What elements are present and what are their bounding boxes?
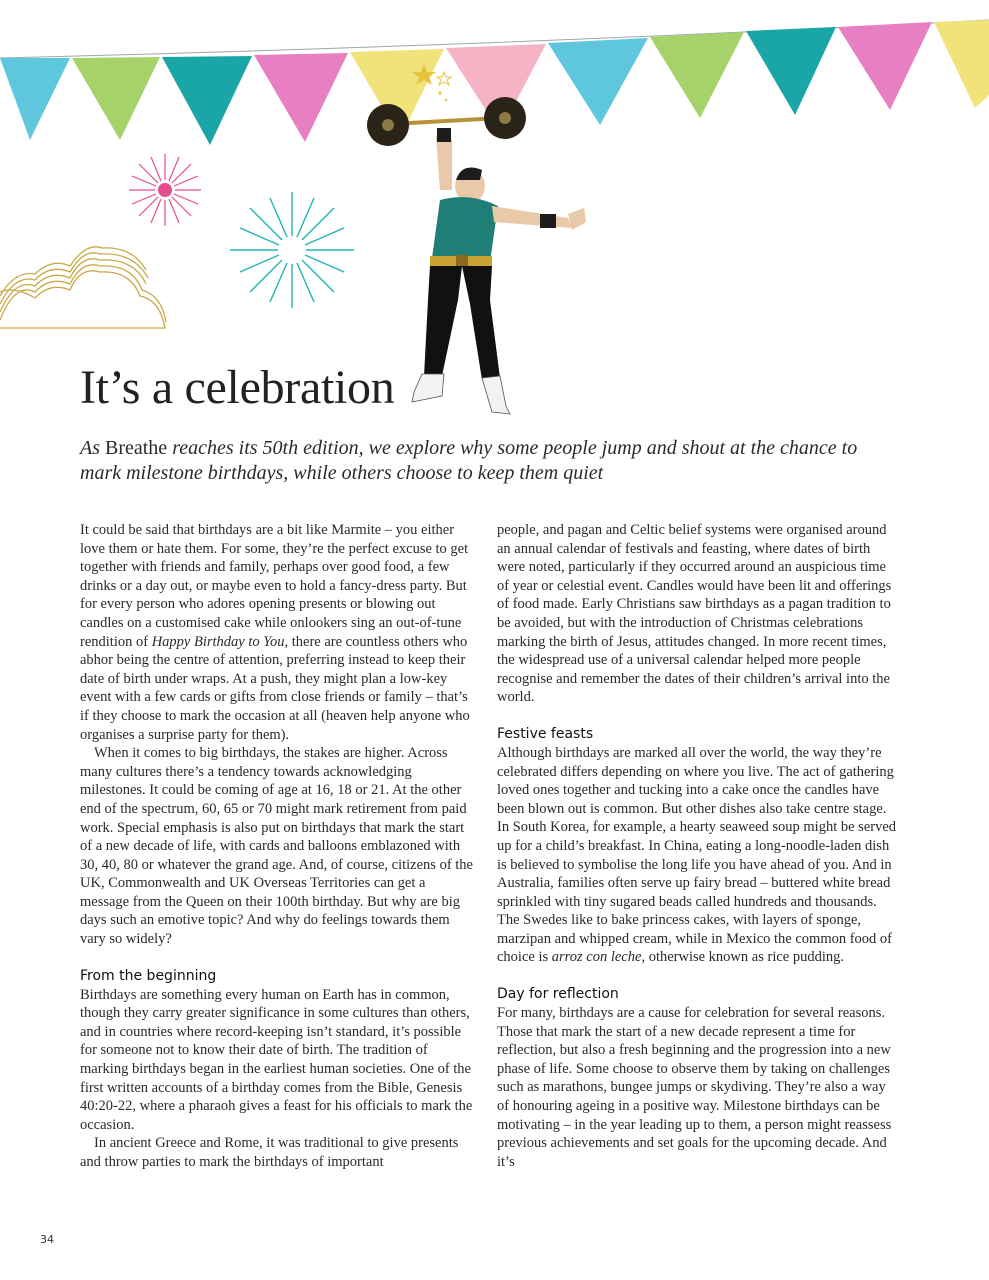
paragraph-text: Although birthdays are marked all over the world, the way they’re celebrated differs depending on where you live. The act of gathering loved ones together and tucking into a cake once the candles have been blown out is common. But other dishes also take centre stage. In South Korea, for example, a hearty seaweed soup might be served up for a child’s breakfast. In China, eating a long-noodle-laden dish is believed to symbolise the long life you have ahead of you. And in Australia, families often serve up fairy bread – buttered white bread sprinkled with tiny sugared beads called hundreds and thousands. The Swedes like to bake princess cakes, with layers of sponge, marzipan and whipped cream, while in Mexico the common food of choice is — [497, 744, 897, 966]
bunting-flag — [746, 27, 836, 115]
standfirst-rest: reaches its 50th edition, we explore why some people jump and shout at the chance to mark milestone birthdays, while others choose to keep them quiet — [80, 437, 858, 484]
body-paragraph: For many, birthdays are a cause for celebration for several reasons. Those that mark the start of a new decade represent a time for reflection, but also a fresh beginning and the progression into a new phase of life. Some choose to observe them by taking on challenges such as marathons, bungee jumps or skydiving. They’re also a way of honouring ageing in a positive way. Milestone birthdays can be motivating – in the year leading up to them, a person might reassess previous achievements and set goals for the upcoming decade. And it’s — [497, 1005, 892, 1170]
body-paragraph: In ancient Greece and Rome, it was traditional to give presents and throw parties to mark the birthdays of important — [80, 1135, 459, 1170]
bunting-flag — [162, 56, 252, 145]
section-heading: From the beginning — [80, 967, 217, 984]
gold-cloud — [0, 247, 166, 328]
body-paragraph — [80, 521, 476, 744]
dish-name: arroz con leche — [551, 949, 642, 966]
sparkle-dot — [438, 91, 441, 94]
left-column — [80, 521, 476, 1172]
paragraph-text: , there are countless others who abhor being the centre of attention, preferring instead to keep their date of birth under wraps. At a push, they might plan a low-key event with a few cards or gifts from close friends or family – that’s if they choose to mark the occasion at all (heaven help anyone who organises a surprise party for them). — [80, 633, 470, 743]
paragraph-text: It could be said that birthdays are a bit like Marmite – you either love them or hate them. For some, they’re the perfect excuse to get together with friends and family, perhaps over good food, a few drinks or a day out, or maybe even to hold a fancy-dress party. But for every person who adores opening presents or blowing out candles on a customised cake while onlookers sing an out-of-tune rendition of — [80, 522, 469, 650]
bunting-flag — [72, 57, 160, 140]
standfirst-prefix: As — [80, 437, 105, 459]
bunting-flag — [650, 32, 744, 118]
body-paragraph: Birthdays are something every human on Earth has in common, though they carry greater significance in some cultures than others, and in countries where record-keeping isn’t standard, it’s possible for someone not to know their date of birth. The tradition of marking birthdays began in the earliest human societies. One of the first written accounts of a birthday comes from the Bible, Genesis 40:20-22, where a pharaoh gives a feast for his officials to mark the occasion. — [80, 986, 473, 1133]
song-title: Happy Birthday to You — [151, 633, 285, 650]
strongman-illustration — [367, 97, 586, 414]
bunting-flag — [254, 53, 348, 142]
section-heading: Day for reflection — [497, 986, 619, 1003]
bunting-flag — [0, 58, 70, 140]
teal-firework — [230, 192, 354, 308]
right-column — [497, 521, 899, 1171]
section-heading: Festive feasts — [497, 725, 594, 742]
article-title: It’s a celebration — [80, 361, 395, 414]
sparkle-dot — [445, 99, 447, 101]
standfirst — [80, 436, 880, 486]
page-number: 34 — [40, 1233, 54, 1246]
paragraph-text: , otherwise known as rice pudding. — [641, 949, 844, 966]
bunting-flag — [838, 22, 932, 110]
bunting-flag — [548, 38, 648, 125]
star-icon — [437, 72, 451, 85]
body-paragraph — [497, 744, 899, 967]
bunting-flag — [934, 20, 989, 108]
body-paragraph: people, and pagan and Celtic belief systems were organised around an annual calendar of festivals and feasting, where dates of birth were noted, particularly if they occurred around an auspicious time of year or celestial event. Candles would have been lit and offerings of food made. Early Christians saw birthdays as a pagan tradition to be avoided, but with the introduction of Christmas celebrations marking the birth of Jesus, attitudes changed. In more recent times, the widespread use of a universal calendar helped more people recognise and remember the dates of their children’s arrival into the world. — [497, 522, 892, 706]
magazine-name: Breathe — [105, 437, 168, 459]
pink-firework — [129, 154, 201, 226]
body-paragraph: When it comes to big birthdays, the stakes are higher. Across many cultures there’s a tendency towards acknowledging milestones. It could be coming of age at 16, 18 or 21. At the other end of the spectrum, 60, 65 or 70 might mark retirement from paid work. Special emphasis is also put on birthdays that mark the start of a new decade of life, with cards and balloons emblazoned with 30, 40, 80 or whatever the grand age. And, of course, citizens of the UK, Commonwealth and UK Overseas Territories can get a message from the Queen on their 100th birthday. But why are big days such an emotive topic? And why do feelings towards them vary so widely? — [80, 745, 473, 948]
